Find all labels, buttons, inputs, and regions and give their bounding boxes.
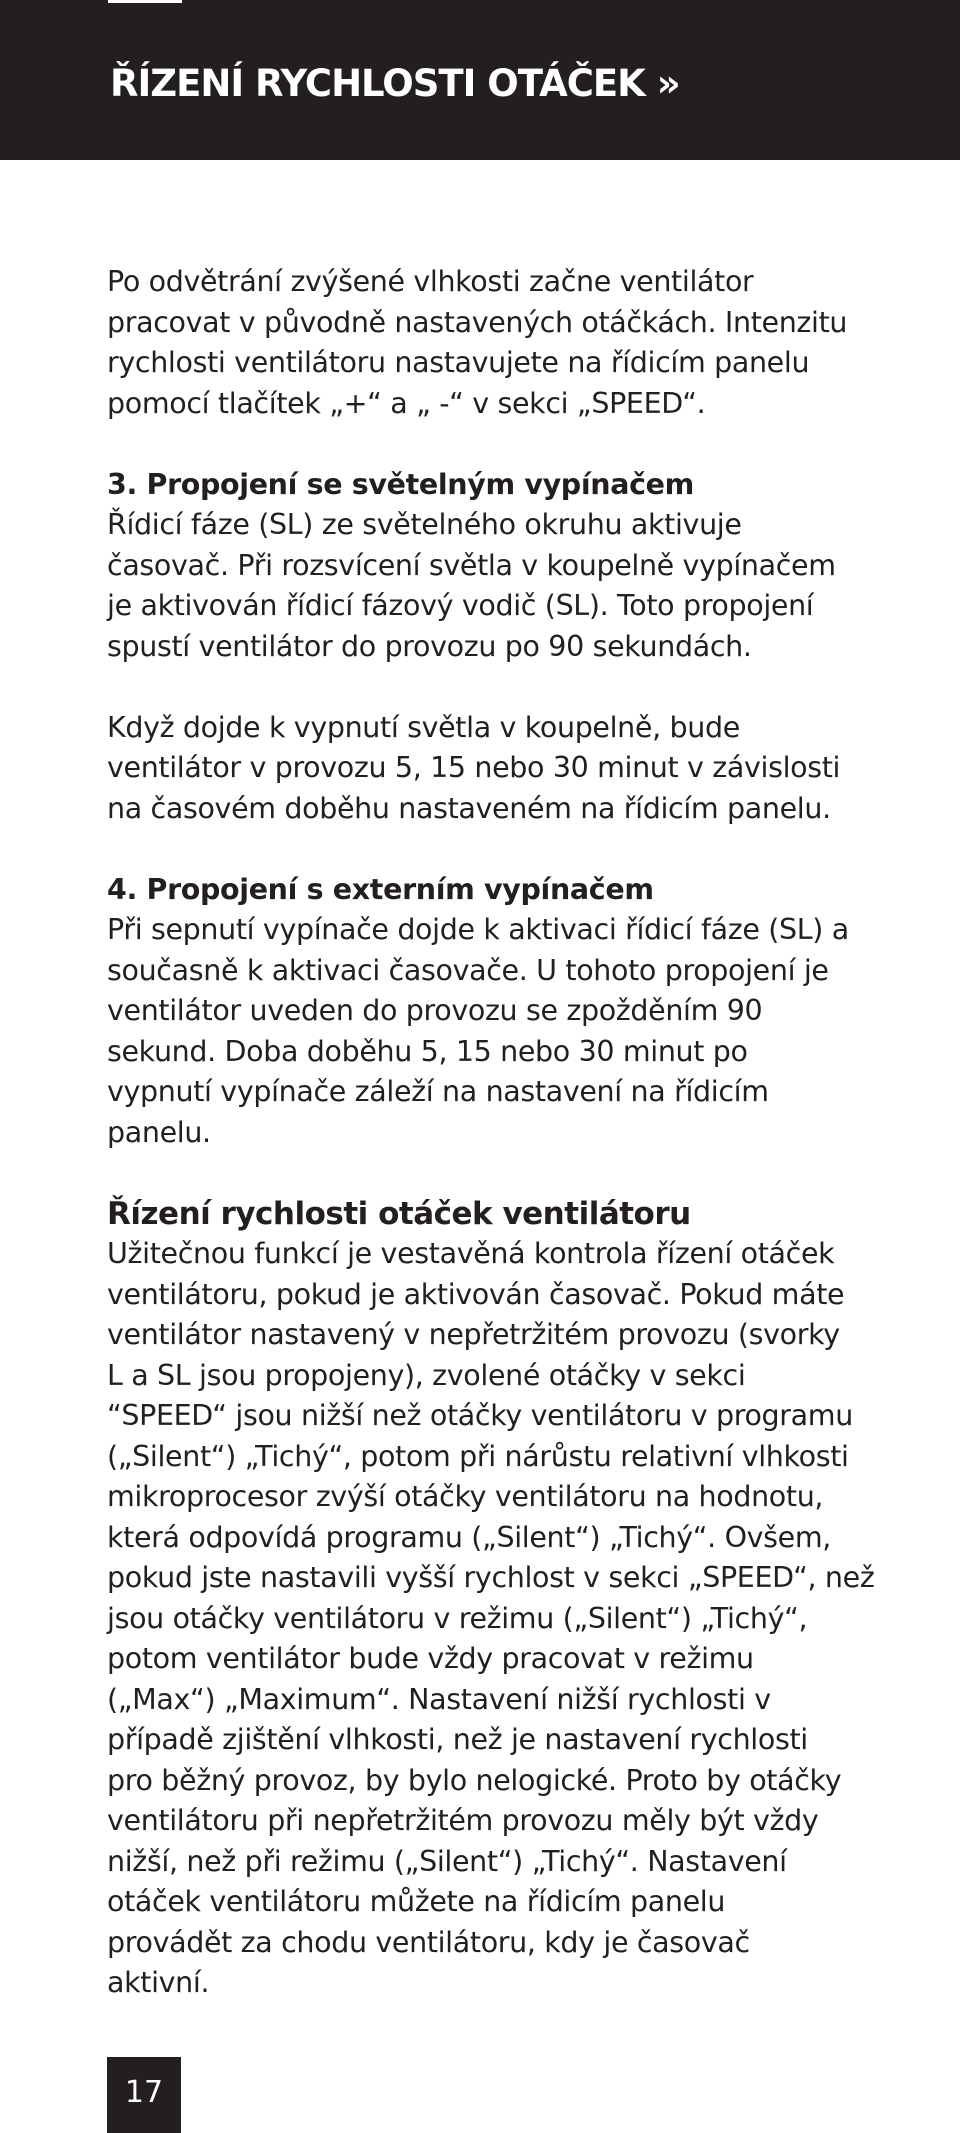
section-3-paragraph-2: [107, 708, 887, 830]
text-line: ventilátor nastavený v nepřetržitém provozu (svorky: [107, 1318, 840, 1351]
text-line: pomocí tlačítek „+“ a „ -“ v sekci „SPEED“.: [107, 386, 706, 420]
document-body: [107, 262, 887, 2004]
section-3: [107, 465, 887, 668]
text-line: ventilátor uveden do provozu se zpožděním 90: [107, 994, 763, 1027]
text-line: spustí ventilátor do provozu po 90 sekundách.: [107, 629, 752, 663]
text-line: sekund. Doba doběhu 5, 15 nebo 30 minut po: [107, 1034, 748, 1068]
page-title: ŘÍZENÍ RYCHLOSTI OTÁČEK »: [110, 62, 680, 105]
text-line: nižší, než při režimu („Silent“) „Tichý“. Nastavení: [107, 1844, 787, 1878]
text-line: časovač. Při rozsvícení světla v koupelně vypínačem: [107, 548, 836, 582]
text-line: “SPEED“ jsou nižší než otáčky ventilátoru v programu: [107, 1399, 853, 1432]
text-line: ventilátoru při nepřetržitém provozu měly být vždy: [107, 1804, 819, 1837]
text-line: je aktivován řídicí fázový vodič (SL). Toto propojení: [107, 589, 814, 622]
text-line: ventilátor v provozu 5, 15 nebo 30 minut v závislosti: [107, 751, 841, 784]
speed-control-heading: Řízení rychlosti otáček ventilátoru: [107, 1195, 691, 1232]
text-line: Když dojde k vypnutí světla v koupelně, bude: [107, 710, 740, 744]
text-line: ventilátoru, pokud je aktivován časovač. Pokud máte: [107, 1277, 845, 1311]
page-header-bar: [0, 0, 960, 160]
intro-paragraph: [107, 262, 887, 424]
text-line: mikroprocesor zvýší otáčky ventilátoru na hodnotu,: [107, 1480, 824, 1513]
text-line: panelu.: [107, 1115, 211, 1149]
text-line: která odpovídá programu („Silent“) „Tichý“. Ovšem,: [107, 1520, 831, 1554]
text-line: aktivní.: [107, 1966, 210, 1999]
paragraph-spacer: [107, 424, 887, 465]
text-line: potom ventilátor bude vždy pracovat v režimu: [107, 1642, 754, 1675]
text-line: na časovém doběhu nastaveném na řídicím panelu.: [107, 791, 831, 825]
page-number-box: [107, 2057, 181, 2133]
text-line: rychlosti ventilátoru nastavujete na řídicím panelu: [107, 346, 810, 379]
page-number: 17: [124, 2075, 164, 2110]
text-line: současně k aktivaci časovače. U tohoto propojení je: [107, 953, 829, 987]
text-line: („Max“) „Maximum“. Nastavení nižší rychlosti v: [107, 1682, 771, 1716]
section-4-heading: 4. Propojení s externím vypínačem: [107, 872, 654, 906]
text-line: případě zjištění vlhkosti, než je nastavení rychlosti: [107, 1723, 808, 1756]
text-line: L a SL jsou propojeny), zvolené otáčky v sekci: [107, 1358, 746, 1392]
paragraph-spacer: [107, 829, 887, 870]
text-line: otáček ventilátoru můžete na řídicím panelu: [107, 1885, 726, 1918]
speed-control-paragraph: [107, 1234, 887, 2004]
header-notch: [108, 0, 182, 3]
text-line: provádět za chodu ventilátoru, kdy je časovač: [107, 1925, 750, 1959]
text-line: Řídicí fáze (SL) ze světelného okruhu aktivuje: [107, 508, 742, 541]
paragraph-spacer: [107, 1153, 887, 1194]
text-line: („Silent“) „Tichý“, potom při nárůstu relativní vlhkosti: [107, 1439, 849, 1473]
text-line: pracovat v původně nastavených otáčkách. Intenzitu: [107, 305, 848, 339]
section-4: [107, 870, 887, 1154]
text-line: vypnutí vypínače záleží na nastavení na řídicím: [107, 1075, 769, 1108]
text-line: Po odvětrání zvýšené vlhkosti začne ventilátor: [107, 265, 754, 298]
paragraph-spacer: [107, 667, 887, 708]
text-line: pokud jste nastavili vyšší rychlost v sekci „SPEED“, než: [107, 1561, 875, 1594]
text-line: Užitečnou funkcí je vestavěná kontrola řízení otáček: [107, 1237, 835, 1270]
text-line: Při sepnutí vypínače dojde k aktivaci řídicí fáze (SL) a: [107, 913, 849, 946]
text-line: pro běžný provoz, by bylo nelogické. Proto by otáčky: [107, 1763, 842, 1797]
text-line: jsou otáčky ventilátoru v režimu („Silent“) „Tichý“,: [107, 1601, 808, 1635]
section-3-heading: 3. Propojení se světelným vypínačem: [107, 467, 694, 501]
